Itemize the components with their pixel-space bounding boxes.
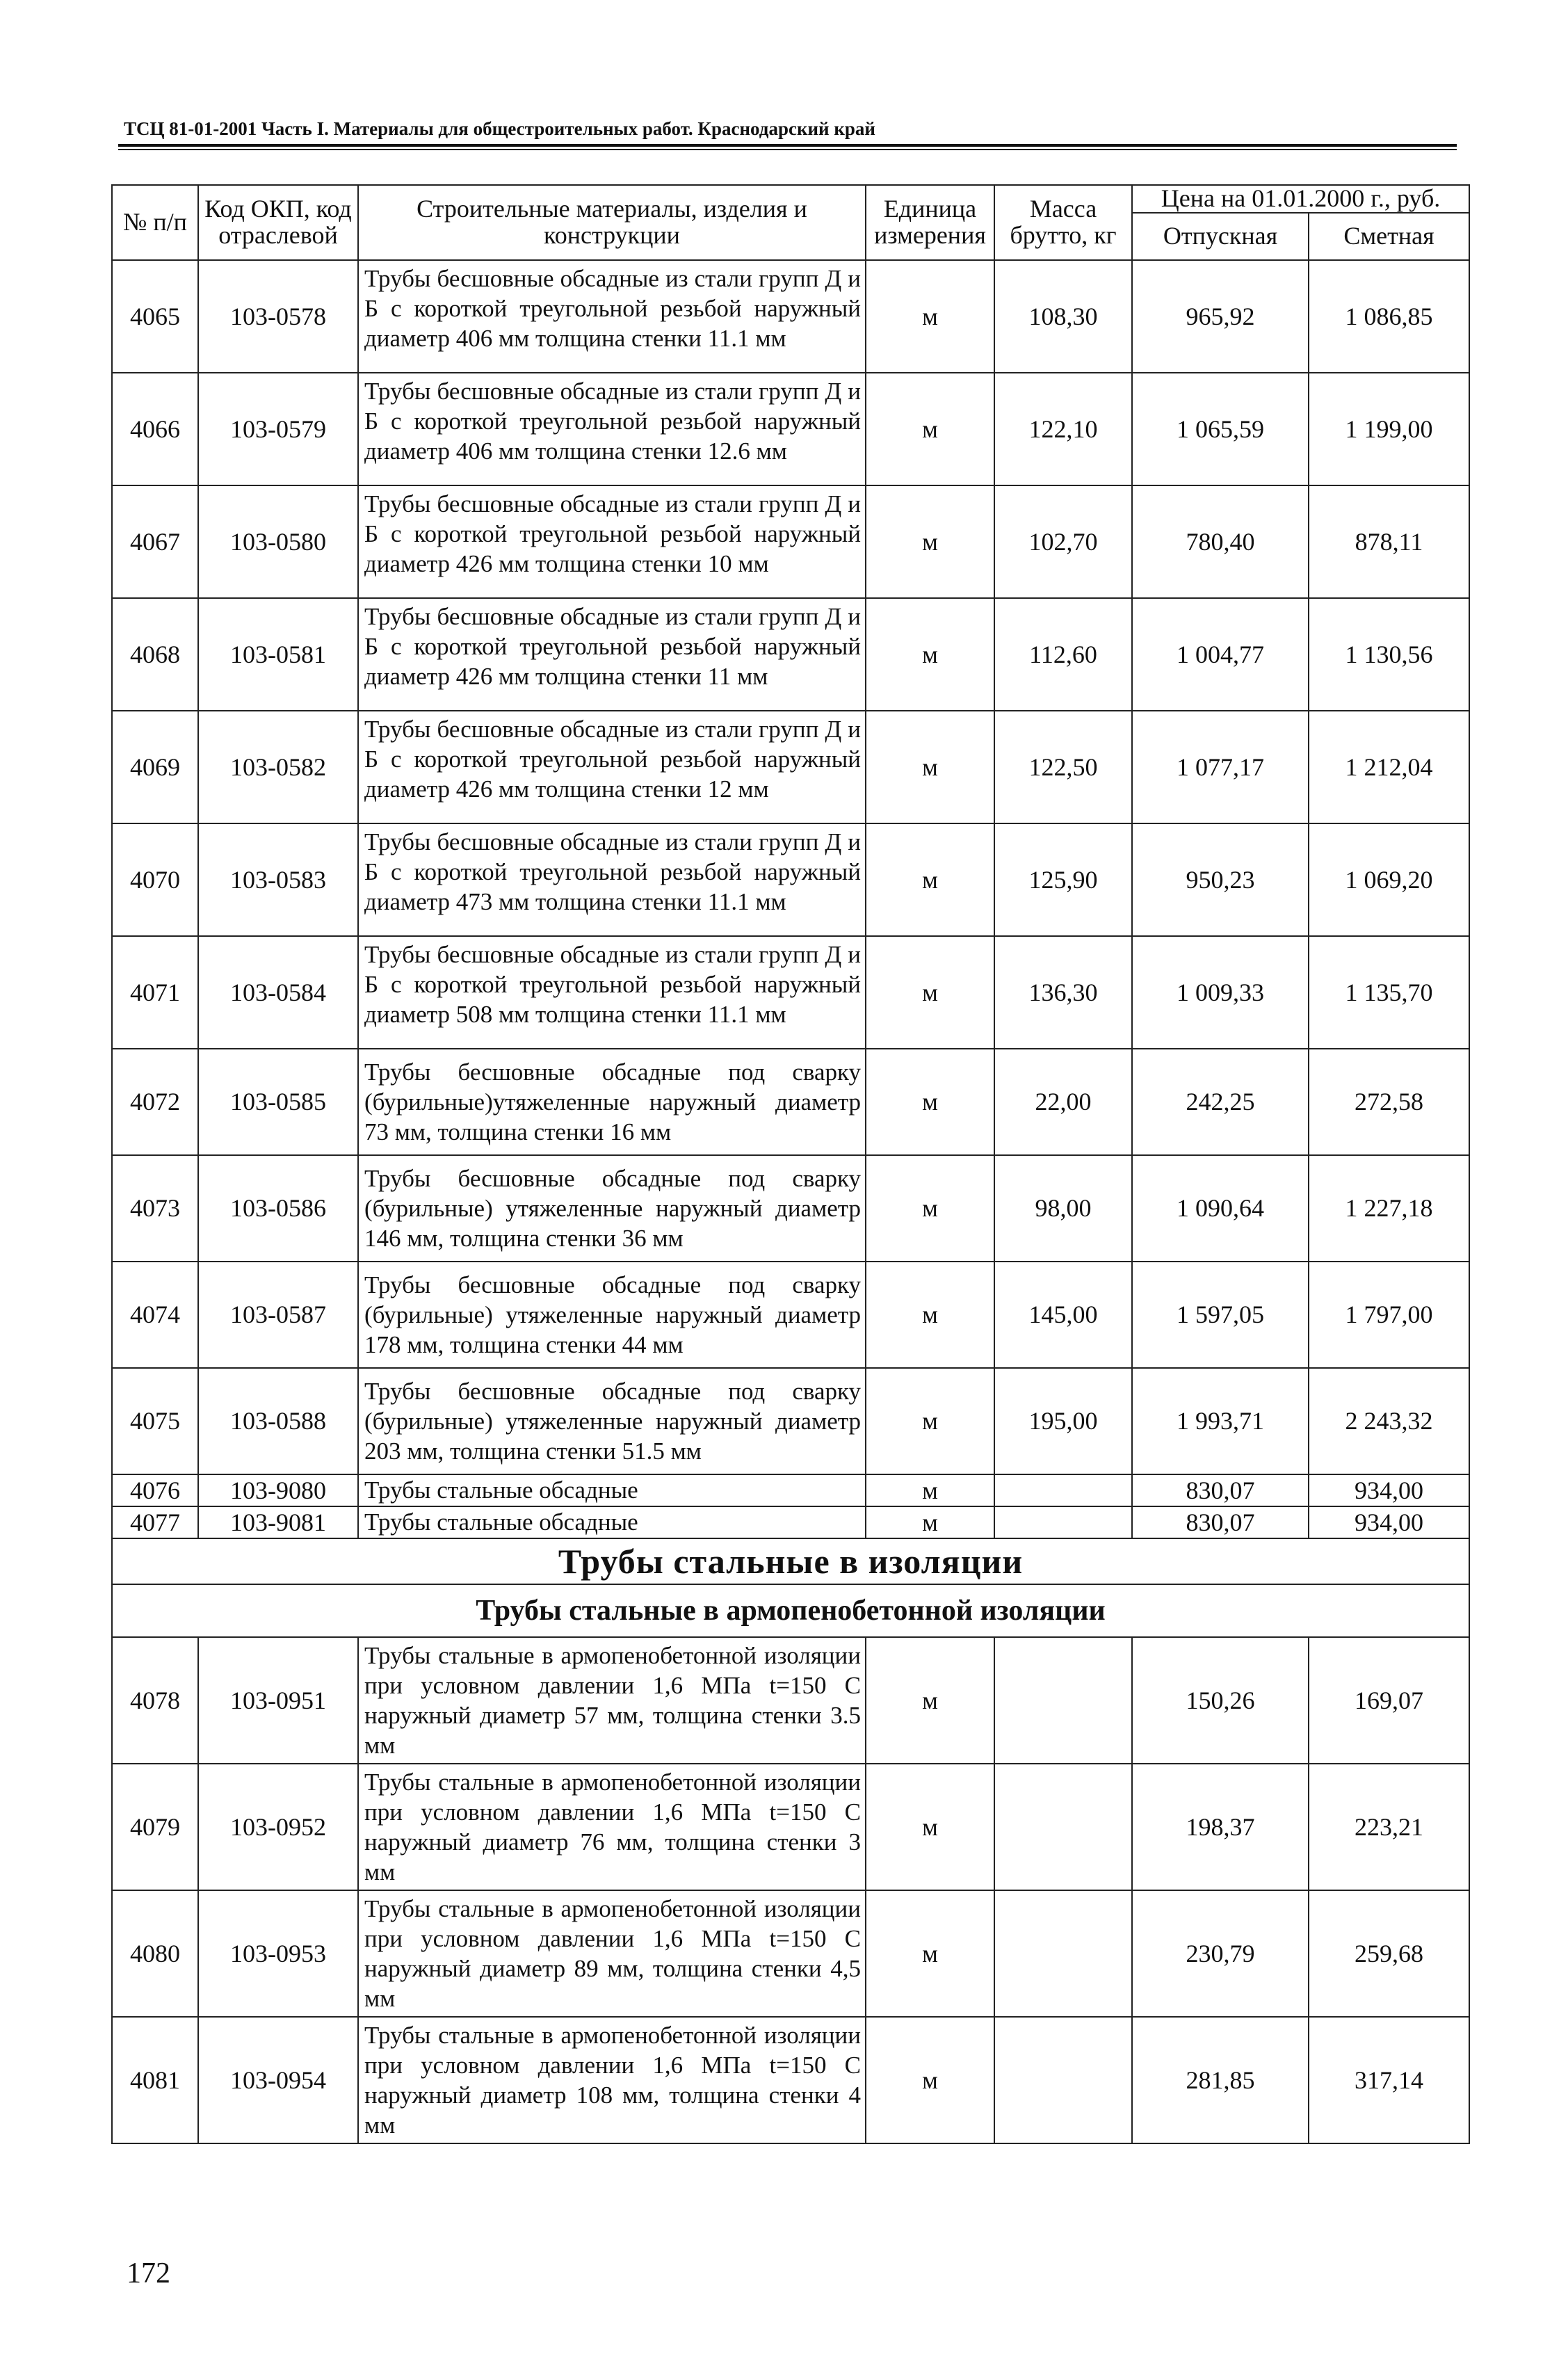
cell-code: 103-0588	[198, 1368, 358, 1474]
cell-name: Трубы стальные в армопенобетонной изоляции при условном давлении 1,6 МПа t=150 С наружный диаметр 76 мм, толщина стенки 3 мм	[358, 1764, 866, 1890]
cell-code: 103-0580	[198, 485, 358, 598]
cell-mass: 122,50	[994, 711, 1132, 823]
cell-num: 4070	[112, 823, 198, 936]
table-row	[112, 1637, 1469, 1764]
cell-code: 103-0582	[198, 711, 358, 823]
cell-code: 103-0583	[198, 823, 358, 936]
cell-unit: м	[866, 1155, 994, 1262]
cell-price-estimate: 272,58	[1309, 1049, 1469, 1155]
table-row	[112, 1049, 1469, 1155]
cell-price-release: 1 065,59	[1132, 373, 1309, 485]
cell-unit: м	[866, 1637, 994, 1764]
cell-num: 4068	[112, 598, 198, 711]
cell-code: 103-0584	[198, 936, 358, 1049]
cell-name: Трубы стальные обсадные	[358, 1506, 866, 1538]
cell-num: 4078	[112, 1637, 198, 1764]
cell-mass	[994, 1474, 1132, 1506]
cell-price-estimate: 169,07	[1309, 1637, 1469, 1764]
cell-price-estimate: 2 243,32	[1309, 1368, 1469, 1474]
cell-code: 103-9080	[198, 1474, 358, 1506]
cell-price-estimate: 223,21	[1309, 1764, 1469, 1890]
cell-mass	[994, 1764, 1132, 1890]
cell-price-release: 150,26	[1132, 1637, 1309, 1764]
table-row	[112, 1262, 1469, 1368]
cell-price-estimate: 1 797,00	[1309, 1262, 1469, 1368]
cell-price-release: 242,25	[1132, 1049, 1309, 1155]
table-row	[112, 598, 1469, 711]
cell-unit: м	[866, 1890, 994, 2017]
cell-mass: 122,10	[994, 373, 1132, 485]
cell-name: Трубы бесшовные обсадные из стали групп Д и Б с короткой треугольной резьбой наружный диаметр 406 мм толщина стенки 11.1 мм	[358, 260, 866, 373]
cell-name: Трубы бесшовные обсадные из стали групп Д и Б с короткой треугольной резьбой наружный диаметр 508 мм толщина стенки 11.1 мм	[358, 936, 866, 1049]
cell-price-estimate: 259,68	[1309, 1890, 1469, 2017]
cell-mass	[994, 2017, 1132, 2143]
cell-price-estimate: 1 086,85	[1309, 260, 1469, 373]
cell-unit: м	[866, 1474, 994, 1506]
cell-code: 103-0952	[198, 1764, 358, 1890]
cell-unit: м	[866, 1764, 994, 1890]
cell-price-estimate: 317,14	[1309, 2017, 1469, 2143]
cell-unit: м	[866, 1049, 994, 1155]
cell-unit: м	[866, 823, 994, 936]
cell-num: 4073	[112, 1155, 198, 1262]
col-header-num: № п/п	[112, 185, 198, 260]
table-row	[112, 485, 1469, 598]
cell-mass: 112,60	[994, 598, 1132, 711]
cell-code: 103-0586	[198, 1155, 358, 1262]
col-header-okp: Код ОКП, код отраслевой	[198, 185, 358, 260]
cell-price-release: 281,85	[1132, 2017, 1309, 2143]
cell-code: 103-0581	[198, 598, 358, 711]
table-row	[112, 936, 1469, 1049]
cell-name: Трубы бесшовные обсадные из стали групп Д и Б с короткой треугольной резьбой наружный диаметр 426 мм толщина стенки 12 мм	[358, 711, 866, 823]
cell-price-estimate: 1 069,20	[1309, 823, 1469, 936]
table-row	[112, 1368, 1469, 1474]
cell-unit: м	[866, 260, 994, 373]
cell-price-estimate: 1 227,18	[1309, 1155, 1469, 1262]
cell-unit: м	[866, 1262, 994, 1368]
subsection-title: Трубы стальные в армопенобетонной изоляции	[112, 1584, 1469, 1637]
header-rule-thin	[118, 149, 1457, 150]
cell-price-release: 230,79	[1132, 1890, 1309, 2017]
cell-mass: 108,30	[994, 260, 1132, 373]
table-row	[112, 1506, 1469, 1538]
cell-price-estimate: 1 135,70	[1309, 936, 1469, 1049]
cell-mass: 102,70	[994, 485, 1132, 598]
cell-num: 4065	[112, 260, 198, 373]
cell-price-release: 950,23	[1132, 823, 1309, 936]
cell-name: Трубы бесшовные обсадные под сварку (бурильные)утяжеленные наружный диаметр 73 мм, толщина стенки 16 мм	[358, 1049, 866, 1155]
cell-num: 4081	[112, 2017, 198, 2143]
cell-price-release: 1 090,64	[1132, 1155, 1309, 1262]
col-header-unit: Единица измерения	[866, 185, 994, 260]
cell-num: 4071	[112, 936, 198, 1049]
table-row	[112, 823, 1469, 936]
cell-code: 103-0953	[198, 1890, 358, 2017]
cell-name: Трубы бесшовные обсадные из стали групп Д и Б с короткой треугольной резьбой наружный диаметр 473 мм толщина стенки 11.1 мм	[358, 823, 866, 936]
cell-name: Трубы бесшовные обсадные под сварку (бурильные) утяжеленные наружный диаметр 178 мм, толщина стенки 44 мм	[358, 1262, 866, 1368]
cell-unit: м	[866, 485, 994, 598]
cell-code: 103-0951	[198, 1637, 358, 1764]
cell-unit: м	[866, 936, 994, 1049]
cell-code: 103-0578	[198, 260, 358, 373]
cell-num: 4067	[112, 485, 198, 598]
table-row	[112, 1474, 1469, 1506]
page-number: 172	[127, 2257, 170, 2289]
table-row	[112, 1155, 1469, 1262]
cell-num: 4077	[112, 1506, 198, 1538]
cell-price-release: 198,37	[1132, 1764, 1309, 1890]
materials-table	[111, 184, 1470, 2144]
section-title: Трубы стальные в изоляции	[112, 1538, 1469, 1584]
cell-code: 103-9081	[198, 1506, 358, 1538]
cell-mass	[994, 1506, 1132, 1538]
cell-price-release: 1 077,17	[1132, 711, 1309, 823]
col-header-mass: Масса брутто, кг	[994, 185, 1132, 260]
col-header-name: Строительные материалы, изделия и конструкции	[358, 185, 866, 260]
cell-name: Трубы бесшовные обсадные из стали групп Д и Б с короткой треугольной резьбой наружный диаметр 426 мм толщина стенки 11 мм	[358, 598, 866, 711]
cell-num: 4072	[112, 1049, 198, 1155]
cell-price-release: 780,40	[1132, 485, 1309, 598]
cell-code: 103-0954	[198, 2017, 358, 2143]
header-rule	[118, 144, 1457, 147]
cell-price-estimate: 1 212,04	[1309, 711, 1469, 823]
cell-unit: м	[866, 711, 994, 823]
cell-price-estimate: 934,00	[1309, 1506, 1469, 1538]
cell-num: 4076	[112, 1474, 198, 1506]
cell-price-release: 830,07	[1132, 1506, 1309, 1538]
cell-name: Трубы бесшовные обсадные из стали групп Д и Б с короткой треугольной резьбой наружный диаметр 406 мм толщина стенки 12.6 мм	[358, 373, 866, 485]
cell-unit: м	[866, 598, 994, 711]
cell-price-release: 1 993,71	[1132, 1368, 1309, 1474]
cell-code: 103-0585	[198, 1049, 358, 1155]
table-row	[112, 373, 1469, 485]
cell-mass	[994, 1637, 1132, 1764]
cell-price-release: 1 009,33	[1132, 936, 1309, 1049]
col-header-price-group: Цена на 01.01.2000 г., руб.	[1132, 185, 1469, 213]
cell-mass: 22,00	[994, 1049, 1132, 1155]
col-header-price-release: Отпускная	[1132, 213, 1309, 260]
cell-name: Трубы стальные обсадные	[358, 1474, 866, 1506]
cell-unit: м	[866, 2017, 994, 2143]
cell-price-estimate: 1 199,00	[1309, 373, 1469, 485]
section-row	[112, 1538, 1469, 1584]
subsection-row	[112, 1584, 1469, 1637]
cell-num: 4066	[112, 373, 198, 485]
cell-name: Трубы бесшовные обсадные под сварку (бурильные) утяжеленные наружный диаметр 146 мм, толщина стенки 36 мм	[358, 1155, 866, 1262]
cell-name: Трубы стальные в армопенобетонной изоляции при условном давлении 1,6 МПа t=150 С наружный диаметр 108 мм, толщина стенки 4 мм	[358, 2017, 866, 2143]
table-row	[112, 711, 1469, 823]
table-row	[112, 1764, 1469, 1890]
cell-mass: 195,00	[994, 1368, 1132, 1474]
cell-mass: 98,00	[994, 1155, 1132, 1262]
cell-num: 4080	[112, 1890, 198, 2017]
cell-price-estimate: 1 130,56	[1309, 598, 1469, 711]
cell-name: Трубы бесшовные обсадные под сварку (бурильные) утяжеленные наружный диаметр 203 мм, толщина стенки 51.5 мм	[358, 1368, 866, 1474]
cell-price-release: 1 597,05	[1132, 1262, 1309, 1368]
cell-unit: м	[866, 1506, 994, 1538]
cell-mass: 125,90	[994, 823, 1132, 936]
cell-num: 4079	[112, 1764, 198, 1890]
cell-code: 103-0587	[198, 1262, 358, 1368]
table-row	[112, 2017, 1469, 2143]
cell-mass	[994, 1890, 1132, 2017]
cell-unit: м	[866, 373, 994, 485]
cell-num: 4075	[112, 1368, 198, 1474]
page-header: ТСЦ 81-01-2001 Часть I. Материалы для общестроительных работ. Краснодарский край	[124, 118, 875, 139]
cell-price-estimate: 934,00	[1309, 1474, 1469, 1506]
table-row	[112, 260, 1469, 373]
cell-name: Трубы стальные в армопенобетонной изоляции при условном давлении 1,6 МПа t=150 С наружный диаметр 89 мм, толщина стенки 4,5 мм	[358, 1890, 866, 2017]
cell-unit: м	[866, 1368, 994, 1474]
cell-price-release: 830,07	[1132, 1474, 1309, 1506]
cell-code: 103-0579	[198, 373, 358, 485]
cell-num: 4074	[112, 1262, 198, 1368]
cell-name: Трубы бесшовные обсадные из стали групп Д и Б с короткой треугольной резьбой наружный диаметр 426 мм толщина стенки 10 мм	[358, 485, 866, 598]
table-row	[112, 1890, 1469, 2017]
cell-price-estimate: 878,11	[1309, 485, 1469, 598]
cell-price-release: 965,92	[1132, 260, 1309, 373]
cell-mass: 145,00	[994, 1262, 1132, 1368]
cell-mass: 136,30	[994, 936, 1132, 1049]
col-header-price-estimate: Сметная	[1309, 213, 1469, 260]
cell-price-release: 1 004,77	[1132, 598, 1309, 711]
cell-name: Трубы стальные в армопенобетонной изоляции при условном давлении 1,6 МПа t=150 С наружный диаметр 57 мм, толщина стенки 3.5 мм	[358, 1637, 866, 1764]
cell-num: 4069	[112, 711, 198, 823]
